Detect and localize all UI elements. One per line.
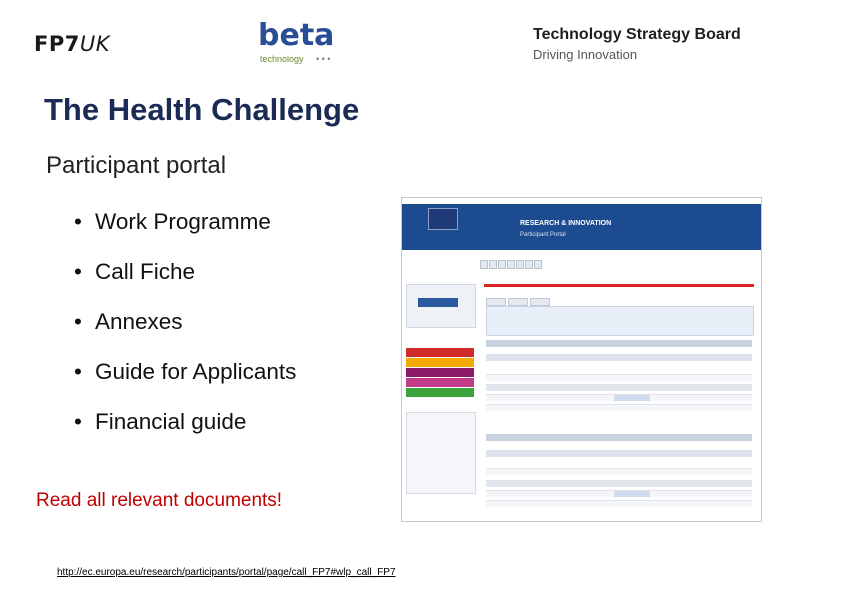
tsb-title: Technology Strategy Board	[533, 26, 741, 43]
portal-url-link[interactable]: http://ec.europa.eu/research/participants/portal/page/call_FP7#wlp_call_FP7	[57, 567, 396, 578]
portal-nav	[480, 256, 543, 263]
bullet-dot-icon: •	[74, 309, 82, 334]
side-band	[406, 348, 474, 357]
tsb-logo	[533, 26, 741, 62]
bullet-item	[74, 357, 296, 407]
table-cell	[614, 491, 650, 497]
bullet-item	[74, 207, 296, 257]
table-row	[486, 468, 752, 475]
bullet-text: Call Fiche	[95, 259, 196, 284]
table-row	[486, 480, 752, 487]
bullet-dot-icon: •	[74, 209, 82, 234]
tsb-tagline: Driving Innovation	[533, 47, 638, 62]
beta-logo-sub: technology	[260, 54, 304, 64]
section-bar	[486, 450, 752, 457]
portal-login-button	[418, 298, 458, 307]
table-row	[486, 384, 752, 391]
participant-portal-screenshot	[401, 197, 762, 522]
bullet-item	[74, 257, 296, 307]
bullet-item	[74, 407, 296, 457]
table-cell	[614, 395, 650, 401]
portal-header-subtitle: Participant Portal	[520, 232, 566, 238]
beta-logo-word: beta	[258, 18, 335, 53]
side-band	[406, 368, 474, 377]
bullet-text: Annexes	[95, 309, 183, 334]
portal-info-box	[486, 306, 754, 336]
portal-tabs	[486, 293, 552, 299]
side-band	[406, 378, 474, 387]
section-bar	[486, 340, 752, 347]
table-row	[486, 404, 752, 411]
eu-flag-icon	[428, 208, 458, 230]
beta-technology-logo	[258, 18, 338, 68]
beta-logo-dots: • • •	[316, 54, 331, 64]
side-band	[406, 388, 474, 397]
table-row	[486, 500, 752, 507]
slide-subtitle: Participant portal	[46, 152, 227, 179]
fp7-logo-bold: FP7	[34, 32, 80, 56]
side-links-box	[406, 412, 476, 494]
bullet-dot-icon: •	[74, 259, 82, 284]
bullet-text: Financial guide	[95, 409, 247, 434]
bullet-dot-icon: •	[74, 409, 82, 434]
portal-content-topbar	[484, 284, 754, 287]
bullet-text: Guide for Applicants	[95, 359, 297, 384]
fp7uk-logo	[34, 32, 110, 56]
slide-title: The Health Challenge	[44, 92, 360, 127]
fp7-logo-italic: UK	[79, 32, 111, 56]
bullet-dot-icon: •	[74, 359, 82, 384]
bullet-text: Work Programme	[95, 209, 271, 234]
bullet-item	[74, 307, 296, 357]
section-bar	[486, 434, 752, 441]
portal-header-title: RESEARCH & INNOVATION	[520, 220, 612, 227]
bullet-list	[74, 207, 296, 457]
portal-side-categories	[406, 348, 474, 404]
table-row	[486, 374, 752, 381]
side-band	[406, 358, 474, 367]
section-bar	[486, 354, 752, 361]
read-documents-note: Read all relevant documents!	[36, 490, 283, 511]
